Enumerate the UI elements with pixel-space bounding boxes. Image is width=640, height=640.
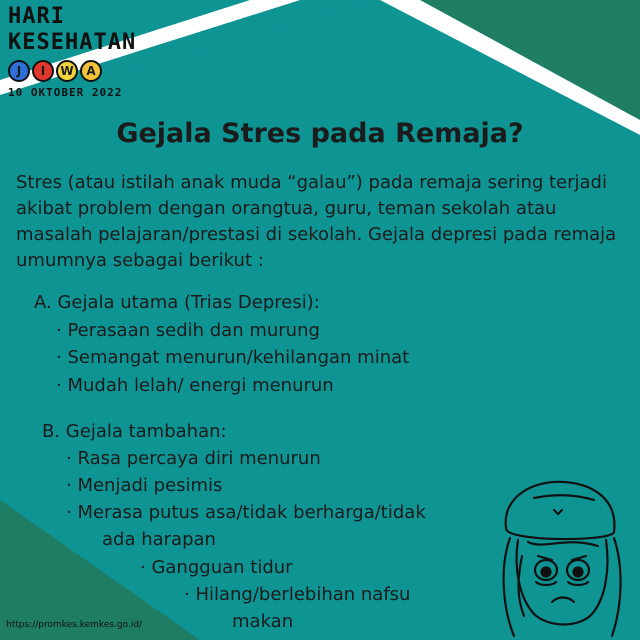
page-title: Gejala Stres pada Remaja? (116, 118, 524, 149)
logo-date: 10 OKTOBER 2022 (8, 86, 123, 99)
list-item-text: Semangat menurun/kehilangan minat (67, 347, 410, 368)
list-item: · Perasaan sedih dan murung (56, 320, 320, 341)
list-item-text: Mudah lelah/ energi menurun (67, 375, 334, 396)
badge-w: W (56, 60, 78, 82)
list-item: · Gangguan tidur (140, 557, 293, 578)
list-item-text: Gangguan tidur (151, 557, 293, 578)
list-item: · Rasa percaya diri menurun (66, 448, 321, 469)
worried-girl-icon (494, 476, 630, 640)
list-item-text: Rasa percaya diri menurun (77, 448, 321, 469)
badge-a: A (80, 60, 102, 82)
event-logo (8, 4, 136, 99)
list-item: · Hilang/berlebihan nafsu (184, 584, 411, 605)
logo-line1: HARI (8, 4, 65, 29)
badge-i: I (32, 60, 54, 82)
list-item-continuation: makan (232, 611, 294, 632)
list-item-text: Menjadi pesimis (77, 475, 223, 496)
list-item-text: Hilang/berlebihan nafsu (195, 584, 411, 605)
section-a-heading: A. Gejala utama (Trias Depresi): (34, 292, 320, 313)
list-item-text: Merasa putus asa/tidak berharga/tidak (77, 502, 426, 523)
section-b-heading: B. Gejala tambahan: (42, 421, 227, 442)
list-item-text: Perasaan sedih dan murung (67, 320, 320, 341)
list-item: · Semangat menurun/kehilangan minat (56, 347, 410, 368)
list-item: · Menjadi pesimis (66, 475, 223, 496)
list-item-continuation: ada harapan (102, 529, 216, 550)
intro-paragraph: Stres (atau istilah anak muda “galau”) pada remaja sering terjadi akibat problem dengan orangtua, guru, teman sekolah atau masalah pelajaran/prestasi di sekolah. Gejala depresi pada remaja umumnya sebagai berikut : (16, 172, 617, 271)
logo-line2: KESEHATAN (8, 30, 137, 55)
logo-badges (8, 60, 136, 82)
badge-j: J (8, 60, 30, 82)
list-item: · Merasa putus asa/tidak berharga/tidak (66, 502, 426, 523)
footer-url: https://promkes.kemkes.go.id/ (6, 620, 143, 630)
list-item: · Mudah lelah/ energi menurun (56, 375, 334, 396)
